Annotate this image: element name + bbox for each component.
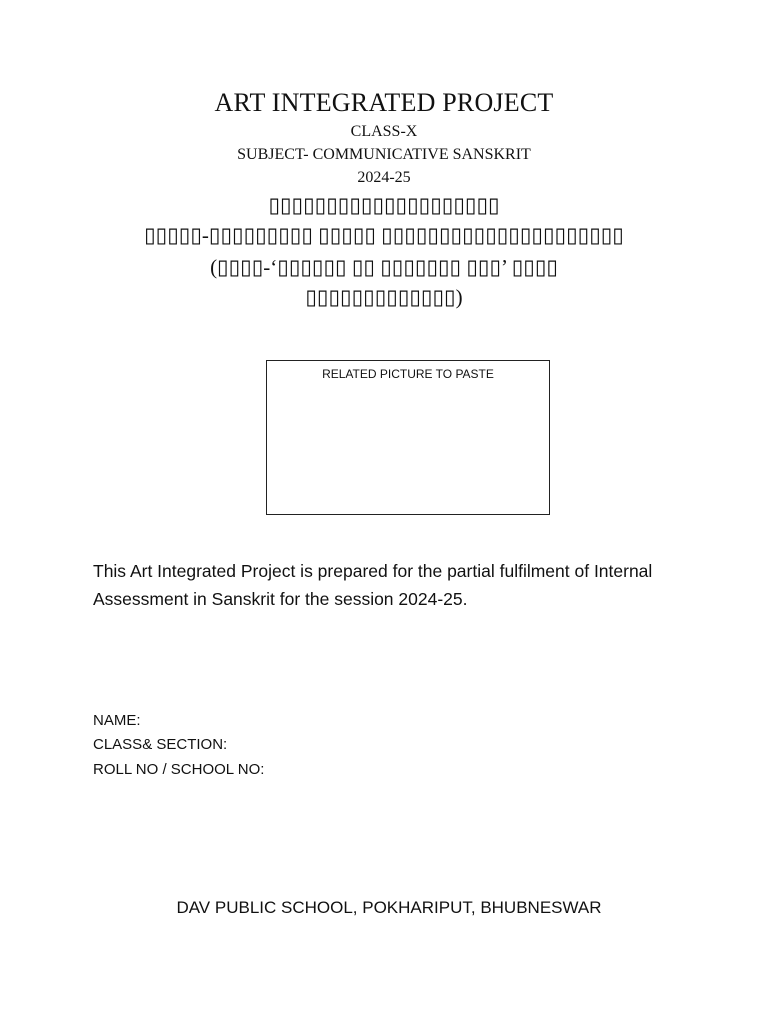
- project-statement: This Art Integrated Project is prepared for the partial fulfilment of Internal Assessment in Sanskrit for the session 2024-25.: [93, 561, 653, 609]
- name-field-label: NAME:: [93, 712, 141, 729]
- session-year: 2024-25: [357, 169, 411, 186]
- class-section-field-label: CLASS& SECTION:: [93, 736, 228, 753]
- class-label: CLASS-X: [350, 123, 418, 140]
- picture-placeholder-label: RELATED PICTURE TO PASTE: [322, 367, 494, 381]
- sanskrit-heading-line-4: ▯▯▯▯▯▯▯▯▯▯▯▯▯): [305, 285, 463, 309]
- school-name: DAV PUBLIC SCHOOL, POKHARIPUT, BHUBNESWAR: [176, 898, 602, 917]
- roll-number-field-label: ROLL NO / SCHOOL NO:: [93, 761, 265, 778]
- sanskrit-heading-line-3: (▯▯▯▯-‘▯▯▯▯▯▯ ▯▯ ▯▯▯▯▯▯▯ ▯▯▯’ ▯▯▯▯: [210, 255, 558, 279]
- sanskrit-heading-line-2: ▯▯▯▯▯-▯▯▯▯▯▯▯▯▯ ▯▯▯▯▯ ▯▯▯▯▯▯▯▯▯▯▯▯▯▯▯▯▯▯▯▯▯: [144, 223, 624, 247]
- project-title: ART INTEGRATED PROJECT: [214, 88, 554, 117]
- sanskrit-heading-line-1: ▯▯▯▯▯▯▯▯▯▯▯▯▯▯▯▯▯▯▯▯: [268, 193, 500, 217]
- picture-placeholder-box: [266, 360, 550, 515]
- subject-label: SUBJECT- COMMUNICATIVE SANSKRIT: [237, 146, 531, 163]
